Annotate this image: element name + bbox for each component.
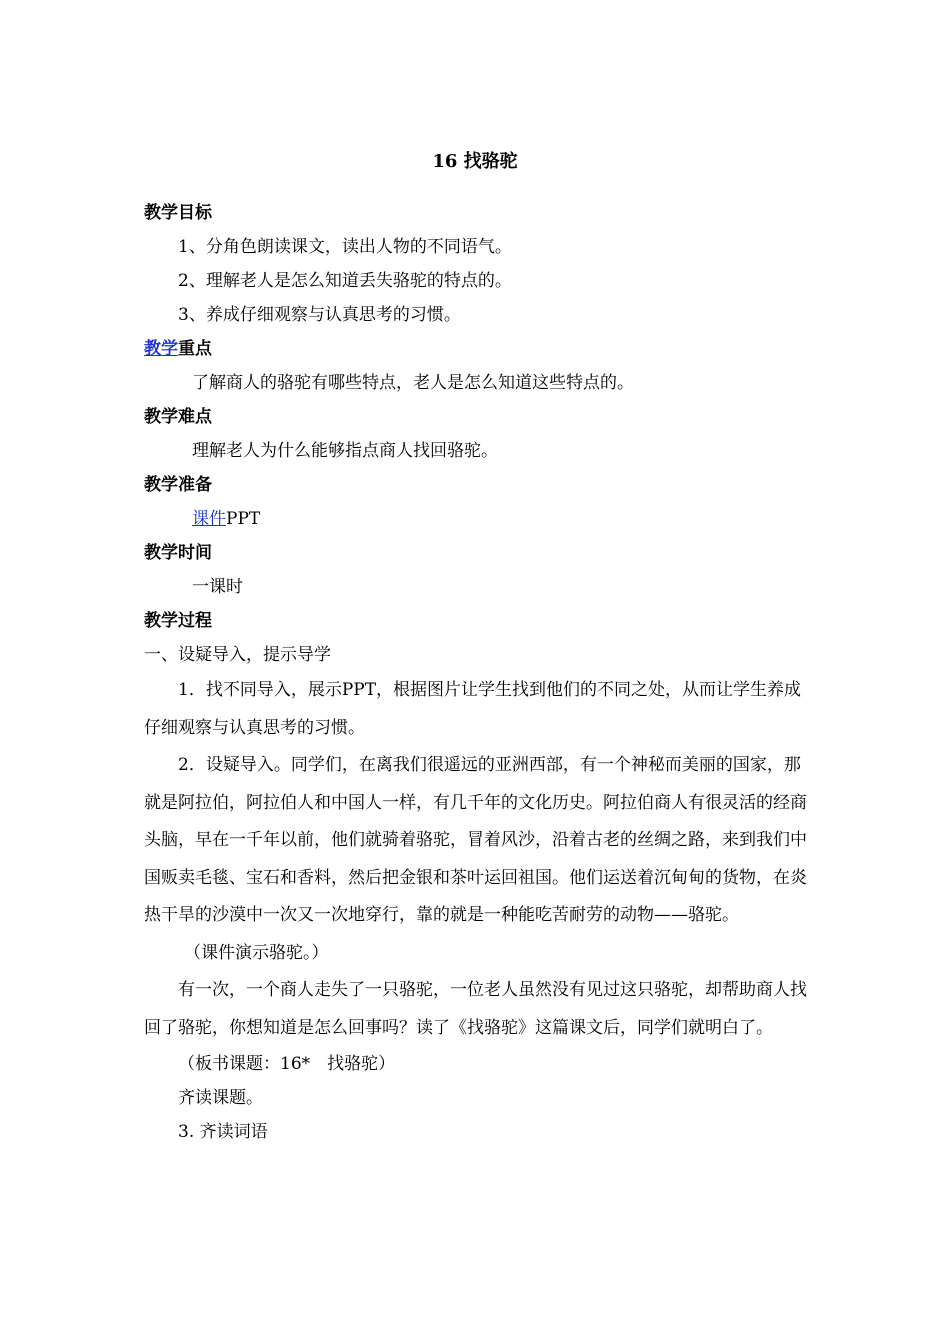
- key-heading-rest: 重点: [178, 339, 212, 359]
- process-part-one: 一、设疑导入，提示导学: [144, 645, 331, 665]
- goal-item: 3、养成仔细观察与认真思考的习惯。: [178, 305, 461, 325]
- prep-heading: 教学准备: [144, 475, 212, 495]
- process-heading: 教学过程: [144, 611, 212, 631]
- prep-text: [144, 502, 810, 536]
- key-heading-link[interactable]: 教学: [144, 339, 178, 359]
- process-paragraph: 有一次，一个商人走失了一只骆驼，一位老人虽然没有见过这只骆驼，却帮助商人找回了骆驼，你想知道是怎么回事吗？读了《找骆驼》这篇课文后，同学们就明白了。: [144, 980, 807, 1038]
- prep-rest: PPT: [226, 509, 261, 529]
- time-heading: 教学时间: [144, 543, 212, 563]
- process-paragraph: 2．设疑导入。同学们，在离我们很遥远的亚洲西部，有一个神秘而美丽的国家，那就是阿拉伯，阿拉伯人和中国人一样，有几千年的文化历史。阿拉伯商人有很灵活的经商头脑，早在一千年以前，他们就骑着骆驼，冒着风沙，沿着古老的丝绸之路，来到我们中国贩卖毛毯、宝石和香料，然后把金银和茶叶运回祖国。他们运送着沉甸甸的货物，在炎热干旱的沙漠中一次又一次地穿行，靠的就是一种能吃苦耐劳的动物——骆驼。: [144, 755, 807, 925]
- process-paragraph: （板书课题：16* 找骆驼）: [178, 1054, 396, 1074]
- key-points-heading: [144, 332, 810, 366]
- difficulty-text: 理解老人为什么能够指点商人找回骆驼。: [192, 441, 498, 461]
- time-text: 一课时: [192, 577, 243, 597]
- process-paragraph: 1．找不同导入，展示PPT，根据图片让学生找到他们的不同之处，从而让学生养成仔细观察与认真思考的习惯。: [144, 680, 802, 738]
- difficulty-heading: 教学难点: [144, 407, 212, 427]
- process-paragraph: 齐读课题。: [178, 1088, 263, 1108]
- page-title: 16 找骆驼: [432, 151, 518, 172]
- goal-item: 2、理解老人是怎么知道丢失骆驼的特点的。: [178, 271, 512, 291]
- process-paragraph: （课件演示骆驼。）: [184, 942, 329, 963]
- process-paragraph: 3. 齐读词语: [178, 1122, 268, 1142]
- goal-item: 1、分角色朗读课文，读出人物的不同语气。: [178, 237, 512, 257]
- document-body: [144, 196, 810, 1149]
- goals-heading: 教学目标: [144, 203, 212, 223]
- courseware-link[interactable]: 课件: [192, 509, 226, 529]
- key-points-text: 了解商人的骆驼有哪些特点，老人是怎么知道这些特点的。: [192, 373, 634, 393]
